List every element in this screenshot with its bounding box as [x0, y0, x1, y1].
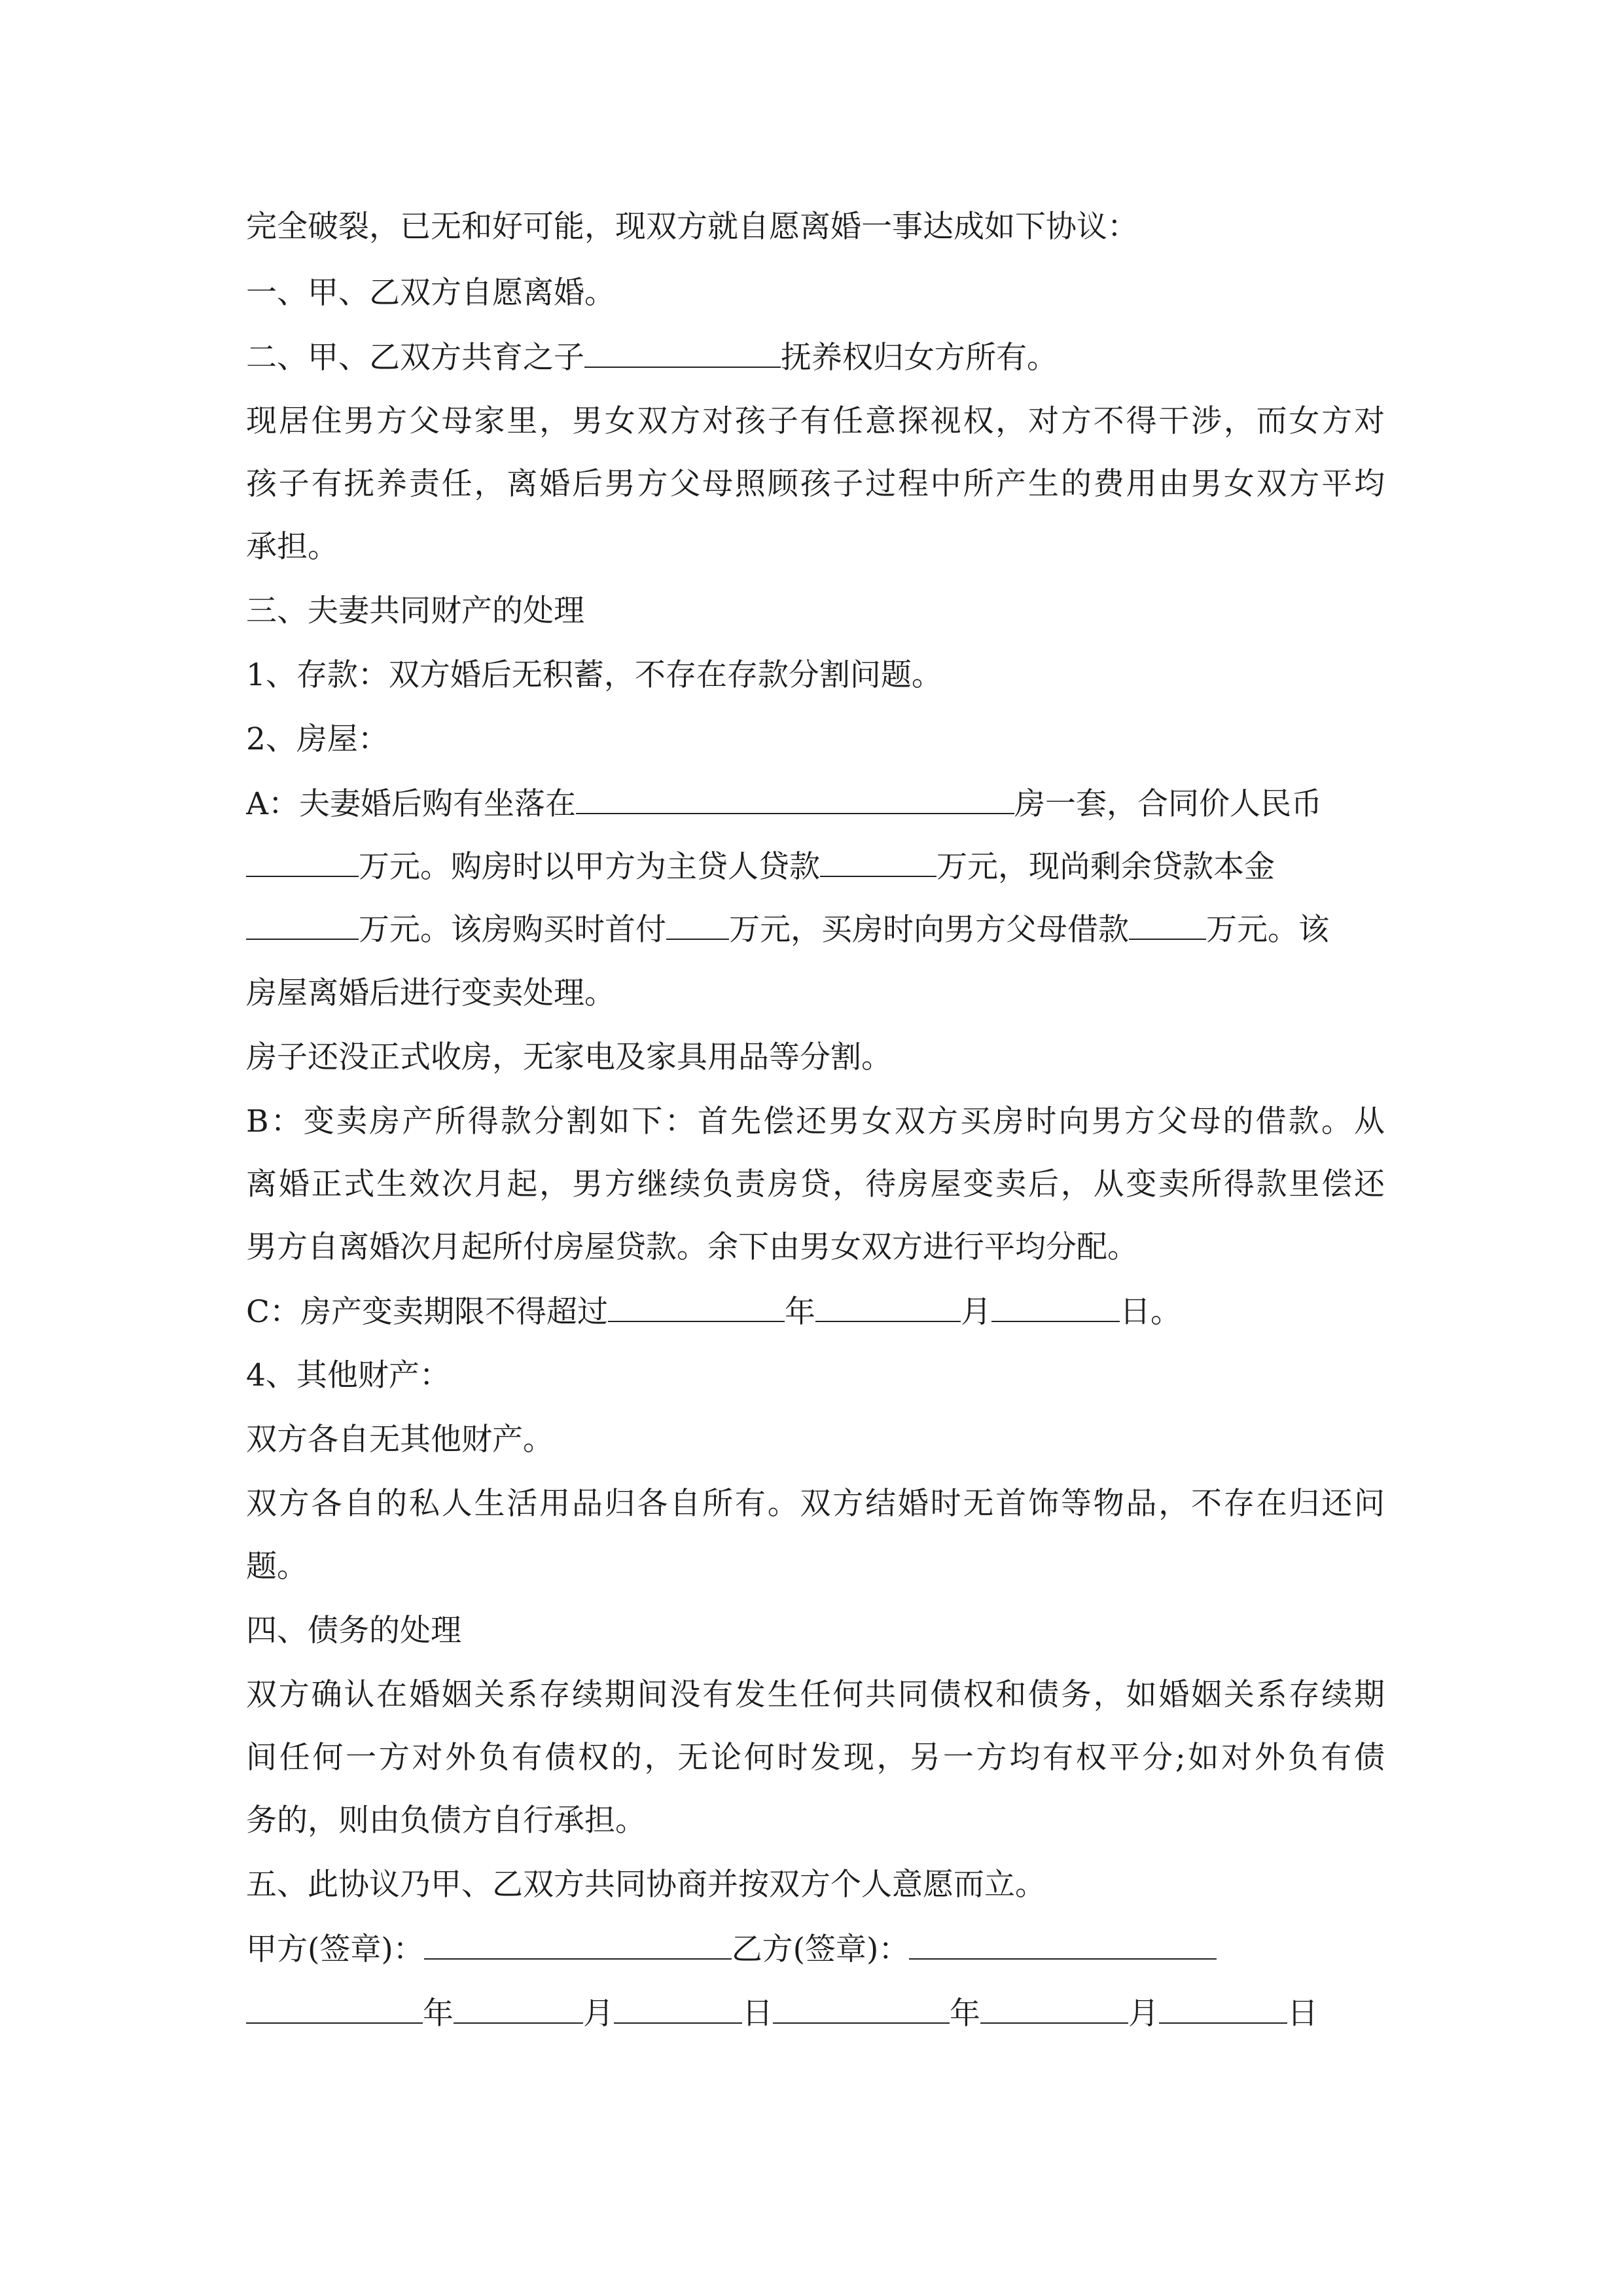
other-property-heading: 4、其他财产：: [246, 1357, 450, 1393]
clause-two: [246, 338, 1385, 377]
party-a-month-blank: [454, 1994, 583, 2024]
paragraph-line: 承担。: [246, 529, 338, 565]
house-a-line-2: 万元。购房时以甲方为主贷人贷款 万元，现尚剩余贷款本金: [246, 847, 1385, 886]
house-a-line-1: A：夫妻婚后购有坐落在 房一套，合同价人民币: [246, 784, 1385, 823]
clause-four-heading: 四、债务的处理: [246, 1613, 461, 1649]
loan-amount-blank: [820, 847, 936, 877]
clause-two-text-end: 抚养权归女方所有。: [781, 340, 1058, 376]
house-heading: 2、房屋：: [246, 721, 389, 757]
paragraph-line: 间任何一方对外负有债权的，无论何时发现，另一方均有权平分;如对外负有债: [246, 1740, 1385, 1776]
paragraph-line: 双方各自的私人生活用品归各自所有。双方结婚时无首饰等物品，不存在归还问: [246, 1486, 1385, 1522]
paragraph-line: 房子还没正式收房，无家电及家具用品等分割。: [246, 1039, 892, 1075]
remaining-principal-blank: [246, 910, 359, 940]
clause-one: 一、甲、乙双方自愿离婚。: [246, 275, 615, 311]
savings-item: 1、存款：双方婚后无积蓄，不存在存款分割问题。: [246, 657, 942, 693]
deadline-month-blank: [815, 1292, 961, 1322]
paragraph-line: 现居住男方父母家里，男女双方对孩子有任意探视权，对方不得干涉，而女方对: [246, 403, 1385, 439]
paragraph-line: 房屋离婚后进行变卖处理。: [246, 975, 615, 1011]
contract-price-blank: [246, 847, 359, 877]
signature-line: [246, 1929, 1385, 1969]
paragraph-line: 男方自离婚次月起所付房屋贷款。余下由男女双方进行平均分配。: [246, 1229, 1138, 1265]
parent-loan-blank: [1129, 910, 1206, 940]
child-name-blank: [584, 338, 781, 368]
house-location-blank: [576, 784, 1014, 814]
clause-two-text: 二、甲、乙双方共育之子: [246, 340, 584, 376]
clause-five: 五、此协议乃甲、乙双方共同协商并按双方个人意愿而立。: [246, 1867, 1046, 1903]
party-a-year-blank: [246, 1994, 423, 2024]
signature-date-line: 年 月 日 年 月 日: [246, 1994, 1385, 2033]
party-a-day-blank: [614, 1994, 742, 2024]
paragraph-line: B：变卖房产所得款分割如下：首先偿还男女双方买房时向男方父母的借款。从: [246, 1103, 1385, 1139]
party-a-signature-blank: [424, 1929, 732, 1960]
party-a-label: 甲方(签章)：: [246, 1931, 424, 1967]
house-a-line-3: 万元。该房购买时首付 万元，买房时向男方父母借款 万元。该: [246, 910, 1385, 949]
deadline-day-blank: [991, 1292, 1120, 1322]
party-b-month-blank: [980, 1994, 1128, 2024]
party-b-label: 乙方(签章)：: [731, 1931, 910, 1967]
down-payment-blank: [666, 910, 729, 940]
paragraph-line: 务的，则由负债方自行承担。: [246, 1803, 646, 1839]
party-b-signature-blank: [909, 1929, 1217, 1960]
paragraph-line: 双方确认在婚姻关系存续期间没有发生任何共同债权和债务，如婚姻关系存续期: [246, 1677, 1385, 1713]
paragraph-line: 孩子有抚养责任，离婚后男方父母照顾孩子过程中所产生的费用由男女双方平均: [246, 466, 1385, 502]
paragraph-line: 双方各自无其他财产。: [246, 1422, 554, 1458]
party-b-day-blank: [1159, 1994, 1287, 2024]
paragraph-line: 完全破裂，已无和好可能，现双方就自愿离婚一事达成如下协议：: [246, 209, 1138, 245]
paragraph-line: 离婚正式生效次月起，男方继续负责房贷，待房屋变卖后，从变卖所得款里偿还: [246, 1166, 1385, 1202]
party-b-year-blank: [773, 1994, 950, 2024]
house-c-line: C：房产变卖期限不得超过 年 月 日。: [246, 1292, 1385, 1331]
clause-three-heading: 三、夫妻共同财产的处理: [246, 593, 584, 629]
paragraph-line: 题。: [246, 1549, 308, 1585]
deadline-year-blank: [608, 1292, 785, 1322]
